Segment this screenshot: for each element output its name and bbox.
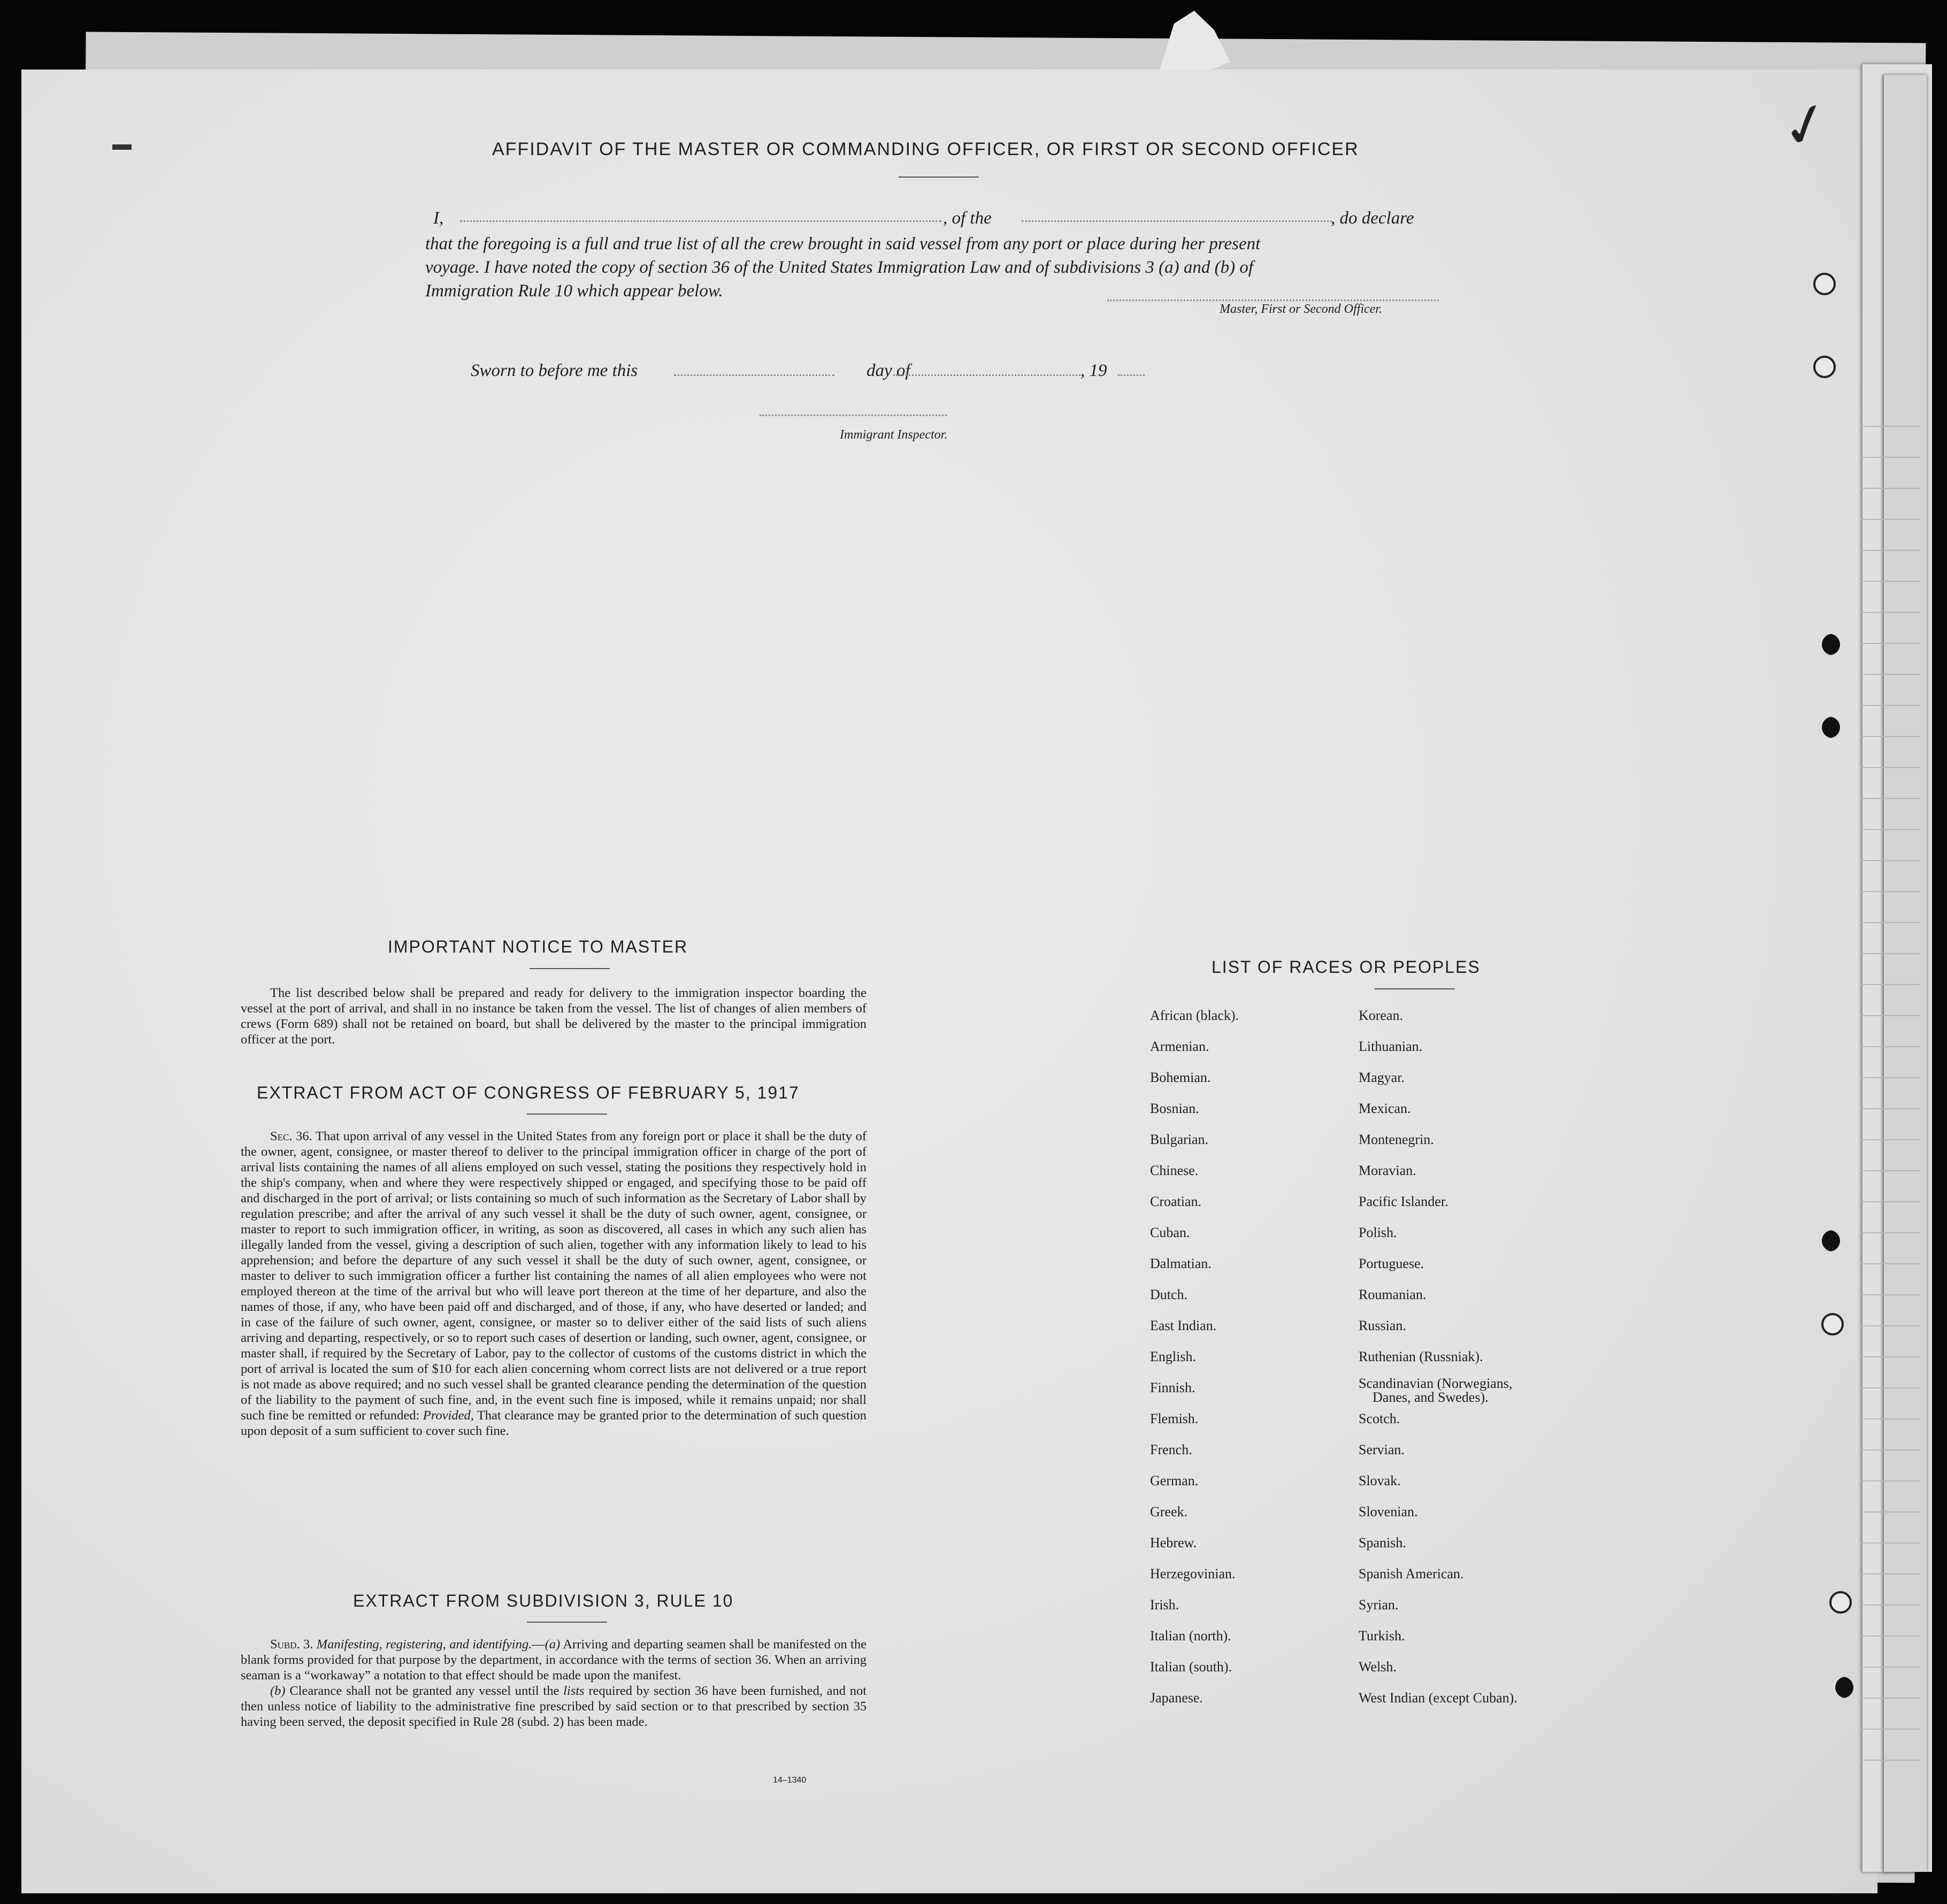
race-item: Pacific Islander. (1359, 1194, 1448, 1209)
race-item: German. (1150, 1473, 1199, 1488)
race-item: Moravian. (1359, 1163, 1416, 1178)
race-item: Italian (south). (1150, 1659, 1232, 1675)
binder-hole-icon (1813, 356, 1836, 378)
year-blank (1118, 374, 1145, 376)
race-item: African (black). (1150, 1008, 1239, 1023)
notice-text: The list described below shall be prepared and ready for delivery to the immigration inspector boarding the vessel at the port of arrival, and shall in no instance be taken from the vessel. The list of changes of alien members of crews (Form 689) shall not be retained on board, but shall be delivered by the master to the principal immigration officer at the port. (241, 986, 867, 1047)
day-blank (674, 374, 834, 376)
binder-hole-icon (1819, 634, 1840, 655)
race-item: Ruthenian (Russniak). (1359, 1349, 1483, 1364)
race-item: Montenegrin. (1359, 1132, 1434, 1147)
race-item: Welsh. (1359, 1659, 1397, 1675)
race-item: Japanese. (1150, 1690, 1203, 1706)
race-item: Mexican. (1359, 1101, 1411, 1116)
race-item: French. (1150, 1442, 1192, 1457)
race-item: Dutch. (1150, 1287, 1188, 1302)
race-item: Slovak. (1359, 1473, 1401, 1488)
race-item: West Indian (except Cuban). (1359, 1690, 1517, 1706)
race-item: Herzegovinian. (1150, 1566, 1236, 1581)
race-item: Servian. (1359, 1442, 1405, 1457)
year-label: , 19 (1080, 361, 1107, 380)
title-underline (899, 176, 979, 178)
subd-a-label: (a) (545, 1637, 561, 1652)
notice-underline (530, 968, 610, 969)
day-of-label: day of (867, 361, 910, 380)
form-number: 14–1340 (773, 1776, 807, 1785)
affidavit-do-declare: , do declare (1331, 209, 1414, 228)
rule-extract-title: EXTRACT FROM SUBDIVISION 3, RULE 10 (353, 1591, 734, 1610)
act-extract-body (241, 1128, 867, 1439)
race-item: Magyar. (1359, 1070, 1405, 1085)
race-item: Korean. (1359, 1008, 1404, 1023)
binder-hole-icon (1819, 717, 1840, 738)
race-item: Italian (north). (1150, 1628, 1231, 1644)
sec-36-text: That upon arrival of any vessel in the United States from any foreign port or place it shall be the duty of the owner, agent, consignee, or master thereof to deliver to the principal immigration officer in charge of the port of arrival lists containing the names of all aliens employed on such vessel, stating the positions they respectively hold in the ship's company, when and where they were respectively shipped or engaged, and specifying those to be paid off and discharged in the port of arrival; or lists containing so much of such information as the Secretary of Labor shall by regulation prescribe; and after the arrival of any such vessel it shall be the duty of such owner, agent, consignee, or master to report to such immigration officer, in writing, as soon as discovered, all cases in which any such alien has illegally landed from the vessel, giving a description of such alien, together with any information likely to lead to his apprehension; and before the departure of any such vessel it shall be the duty of such owner, agent, consignee, or master to deliver to such immigration officer a further list containing the names of all alien employees who were not employed thereon at the time of the arrival but who will leave port thereon at the time of her departure, and also the names of those, if any, who have been paid off and discharged, and of those, if any, who have deserted or landed; and in case of the failure of such owner, agent, consignee, or master so to deliver either of the said lists of such aliens arriving and departing, respectively, or so to report such cases of desertion or landing, such owner, agent, consignee, or master shall, if required by the Secretary of Labor, pay to the collector of customs of the customs district in which the port of arrival is located the sum of $10 for each alien concerning whom correct lists are not delivered or a true report is not made as above required; and no such vessel shall be granted clearance pending the determination of the question of the liability to the payment of such fine, and, in the event such fine is imposed, while it remains unpaid; nor shall such fine be remitted or refunded: (241, 1129, 867, 1423)
notice-title: IMPORTANT NOTICE TO MASTER (388, 937, 688, 956)
month-blank (893, 374, 1080, 376)
signature-caption: Master, First or Second Officer. (1220, 302, 1382, 316)
binder-hole-icon (1832, 1677, 1853, 1698)
inspector-blank (760, 414, 947, 416)
affidavit-title: AFFIDAVIT OF THE MASTER OR COMMANDING OFFICER, OR FIRST OR SECOND OFFICER (492, 139, 1359, 159)
subd-label: Subd. 3. (270, 1637, 313, 1652)
affidavit-i-label: I, (433, 209, 444, 228)
subd-b-label: (b) (270, 1684, 286, 1698)
affidavit-of-the-label: , of the (943, 209, 992, 228)
race-item: Syrian. (1359, 1597, 1399, 1613)
race-item: Russian. (1359, 1318, 1406, 1333)
race-item: Dalmatian. (1150, 1256, 1212, 1271)
race-item: Scotch. (1359, 1411, 1400, 1426)
race-item: Irish. (1150, 1597, 1179, 1613)
declaration-line-2: voyage. I have noted the copy of section 36 of the United States Immigration Law and of subdivisions 3 (a) and (b) of (425, 258, 1254, 277)
signature-blank (1107, 300, 1439, 301)
race-item: Cuban. (1150, 1225, 1190, 1240)
subd-heading: Manifesting, registering, and identifying. (316, 1637, 532, 1652)
declaration-line-1: that the foregoing is a full and true list of all the crew brought in said vessel from any port or place during her present (425, 234, 1261, 254)
notice-body (241, 985, 867, 1047)
race-item: Bohemian. (1150, 1070, 1211, 1085)
act-extract-title: EXTRACT FROM ACT OF CONGRESS OF FEBRUARY 5, 1917 (257, 1083, 800, 1102)
race-item: Spanish. (1359, 1535, 1406, 1550)
race-item: Bosnian. (1150, 1101, 1199, 1116)
sworn-label: Sworn to before me this (471, 361, 638, 380)
race-item (1359, 1372, 1517, 1403)
race-item: Hebrew. (1150, 1535, 1197, 1550)
declaration-line-3: Immigration Rule 10 which appear below. (425, 281, 723, 301)
race-item: Finnish. (1150, 1380, 1195, 1395)
race-item-line: Danes, and Swedes). (1373, 1389, 1489, 1405)
races-title: LIST OF RACES OR PEOPLES (1212, 957, 1481, 977)
vessel-blank (1022, 220, 1332, 222)
race-item: Turkish. (1359, 1628, 1405, 1644)
ruled-edge (1861, 396, 1920, 1786)
checkmark-icon: ✓ (1773, 86, 1839, 165)
subd-b-text-1: Clearance shall not be granted any vessel until the (289, 1684, 559, 1698)
race-item: Spanish American. (1359, 1566, 1464, 1581)
race-item: Greek. (1150, 1504, 1188, 1519)
subd-a-text: Arriving and departing seamen shall be manifested on the blank forms provided for that purpose by the department, in accordance with the terms of section 36. When an arriving seaman is a “workaway” a notation to that effect should be made upon the manifest. (241, 1637, 867, 1683)
document-page (21, 70, 1877, 1893)
race-item: Armenian. (1150, 1039, 1209, 1054)
binder-hole-icon (1819, 1230, 1840, 1252)
race-item: Croatian. (1150, 1194, 1202, 1209)
sec-label: Sec. 36. (270, 1129, 312, 1143)
margin-mark (112, 144, 132, 150)
races-left-column (1150, 1000, 1239, 1714)
subd-b-text-2: required by section 36 have been furnished, and not then unless notice of liability to the administrative fine prescribed by said section or to that prescribed by section 35 having been served, the deposit specified in Rule 28 (subd. 2) has been made. (241, 1684, 867, 1729)
races-underline (1375, 988, 1455, 989)
rule-extract-body: Subd. 3. Manifesting, registering, and identifying.—(a) Arriving and departing seamen shall be manifested on the blank forms provided for that purpose by the department, in accordance with the terms of section 36. When an arriving seaman is a “workaway” a notation to that effect should be made upon the manifest. (b) Clearance shall not be granted any vessel until the lists required by section 36 have been furnished, and not then unless notice of liability to the administrative fine prescribed by said section or to that prescribed by section 35 having been served, the deposit specified in Rule 28 (subd. 2) has been made. (241, 1637, 867, 1729)
race-item: East Indian. (1150, 1318, 1217, 1333)
race-item: English. (1150, 1349, 1196, 1364)
provided-label: Provided, (423, 1408, 474, 1423)
binder-hole-icon (1821, 1313, 1844, 1335)
race-item: Lithuanian. (1359, 1039, 1423, 1054)
race-item-line: Scandinavian (Norwegians, (1359, 1376, 1513, 1391)
name-blank (460, 220, 941, 222)
race-item: Roumanian. (1359, 1287, 1427, 1302)
lists-word: lists (563, 1684, 585, 1698)
inspector-caption: Immigrant Inspector. (840, 428, 948, 442)
binder-hole-icon (1829, 1591, 1852, 1614)
act-underline (527, 1114, 607, 1115)
race-item: Bulgarian. (1150, 1132, 1209, 1147)
binder-hole-icon (1813, 273, 1836, 295)
rule-underline (527, 1622, 607, 1623)
race-item: Chinese. (1150, 1163, 1199, 1178)
race-item: Slovenian. (1359, 1504, 1418, 1519)
sec-36-proviso: That clearance may be granted prior to the determination of such question upon deposit of a sum sufficient to cover such fine. (241, 1408, 867, 1438)
race-item: Portuguese. (1359, 1256, 1424, 1271)
races-right-column (1359, 1000, 1517, 1714)
race-item: Flemish. (1150, 1411, 1199, 1426)
race-item: Polish. (1359, 1225, 1397, 1240)
